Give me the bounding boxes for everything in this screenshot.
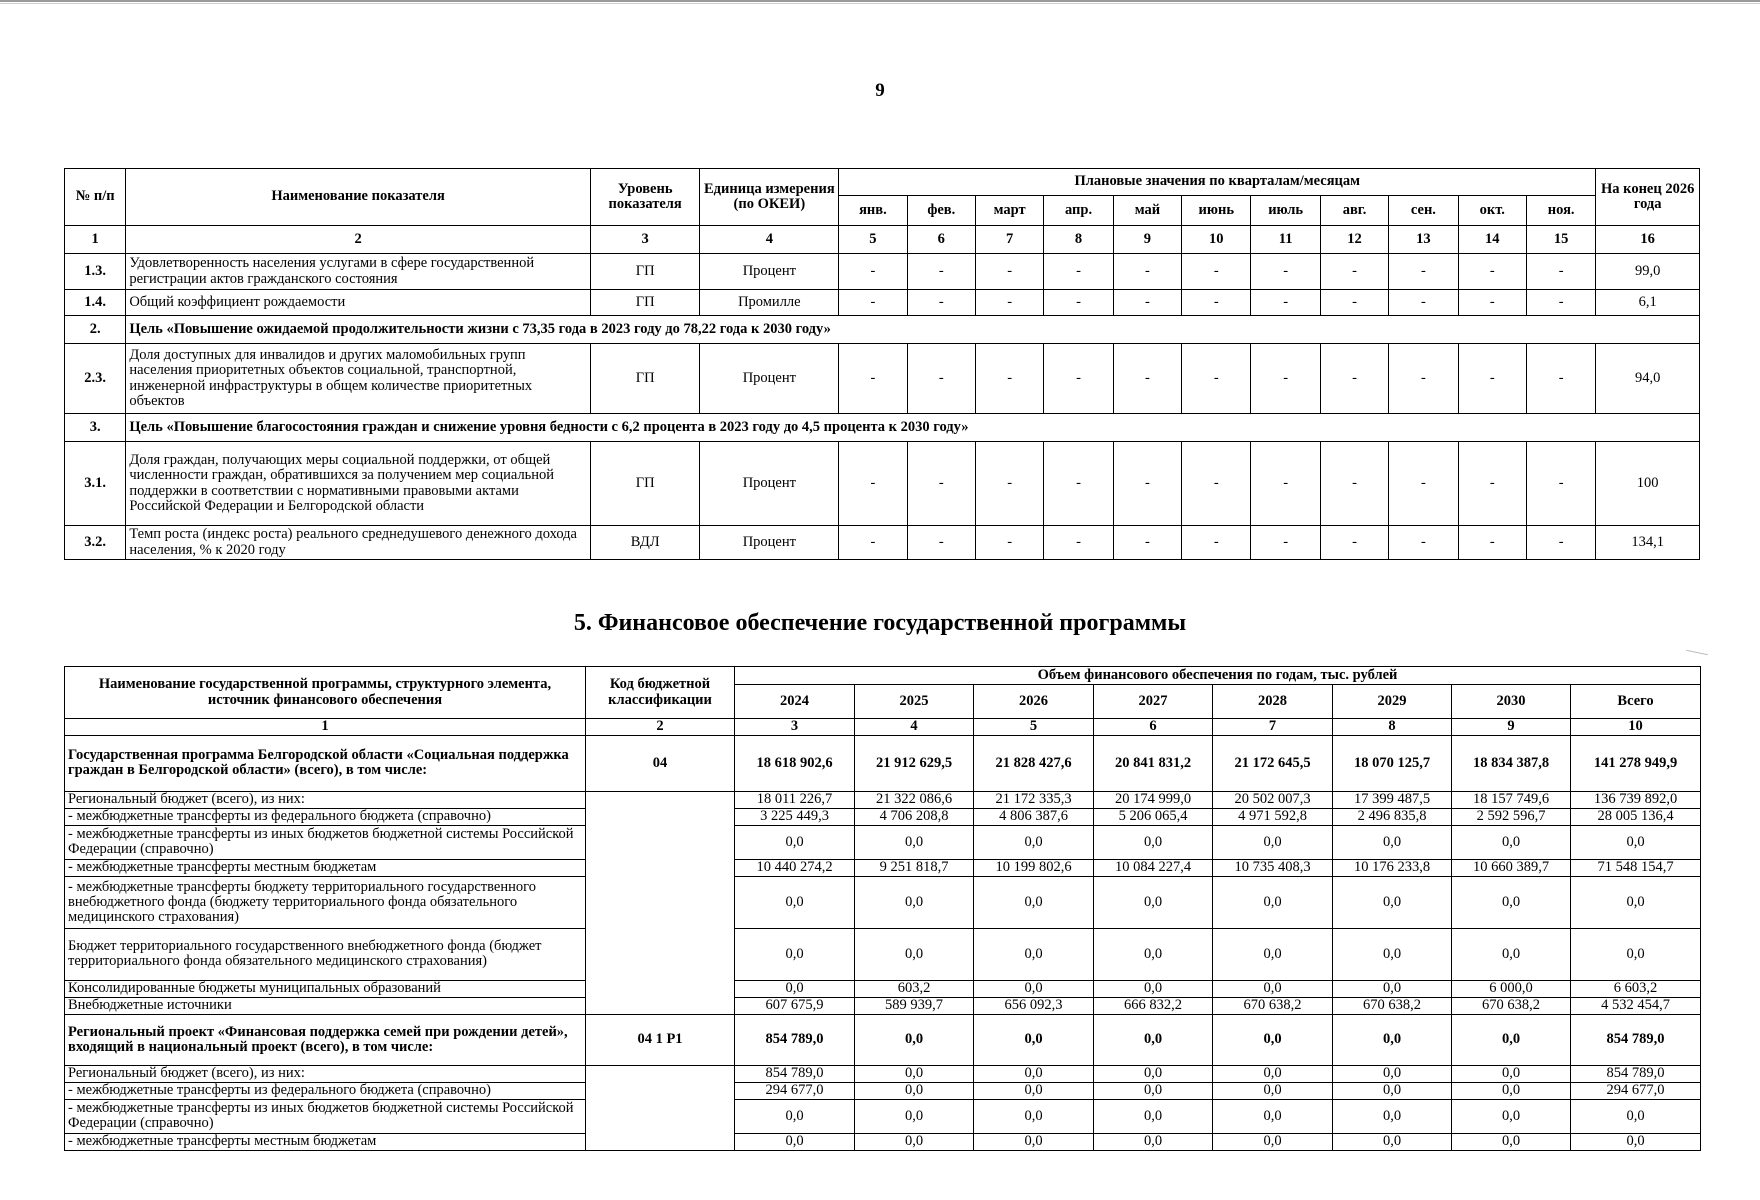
month-value: - bbox=[1389, 442, 1458, 526]
finance-value: 0,0 bbox=[974, 825, 1094, 859]
finance-value: 0,0 bbox=[1213, 928, 1333, 980]
finance-value: 670 638,2 bbox=[1213, 997, 1333, 1014]
header-month: май bbox=[1113, 196, 1181, 226]
goal-row bbox=[65, 414, 1700, 442]
column-number: 11 bbox=[1251, 226, 1320, 254]
goal-row bbox=[65, 316, 1700, 344]
end-value: 99,0 bbox=[1596, 254, 1700, 290]
finance-value: 10 084 227,4 bbox=[1094, 859, 1213, 876]
column-number: 3 bbox=[590, 226, 700, 254]
finance-value: 20 841 831,2 bbox=[1094, 735, 1213, 791]
finance-value: 21 172 645,5 bbox=[1213, 735, 1333, 791]
finance-value: 294 677,0 bbox=[1571, 1082, 1701, 1099]
indicator-unit: Процент bbox=[700, 344, 839, 414]
finance-value: 0,0 bbox=[1094, 1099, 1213, 1133]
column-number: 9 bbox=[1113, 226, 1181, 254]
column-number: 8 bbox=[1044, 226, 1113, 254]
finance-value: 0,0 bbox=[1213, 1082, 1333, 1099]
header-year: 2026 bbox=[974, 685, 1094, 719]
finance-value: 0,0 bbox=[1213, 825, 1333, 859]
month-value: - bbox=[1251, 344, 1320, 414]
header-year: Всего bbox=[1571, 685, 1701, 719]
finance-value: 0,0 bbox=[1333, 1014, 1452, 1065]
finance-value: 294 677,0 bbox=[735, 1082, 855, 1099]
finance-value: 0,0 bbox=[1571, 928, 1701, 980]
month-value: - bbox=[1113, 290, 1181, 316]
indicator-row bbox=[65, 442, 1700, 526]
finance-value: 0,0 bbox=[1452, 1133, 1571, 1150]
column-number: 1 bbox=[65, 226, 126, 254]
finance-value: 0,0 bbox=[1571, 1099, 1701, 1133]
finance-value: 18 618 902,6 bbox=[735, 735, 855, 791]
finance-value: 0,0 bbox=[974, 928, 1094, 980]
indicator-name: Удовлетворенность населения услугами в сфере государственной регистрации актов гражданского состояния bbox=[126, 254, 591, 290]
goal-text: Цель «Повышение ожидаемой продолжительности жизни с 73,35 года в 2023 году до 78,22 года к 2030 году» bbox=[126, 316, 1700, 344]
month-value: - bbox=[1389, 254, 1458, 290]
indicator-name: Доля граждан, получающих меры социальной поддержки, от общей численности граждан, обратившихся за получением мер социальной поддержки в соответствии с нормативными правовыми актами Российской Федерации и Белгородской области bbox=[126, 442, 591, 526]
month-value: - bbox=[907, 526, 975, 560]
column-number: 10 bbox=[1571, 719, 1701, 736]
finance-value: 0,0 bbox=[1452, 928, 1571, 980]
header-unit: Единица измерения (по ОКЕИ) bbox=[700, 169, 839, 226]
finance-value: 10 440 274,2 bbox=[735, 859, 855, 876]
finance-value: 0,0 bbox=[855, 876, 974, 928]
header-year: 2028 bbox=[1213, 685, 1333, 719]
column-number: 6 bbox=[1094, 719, 1213, 736]
finance-value: 854 789,0 bbox=[735, 1014, 855, 1065]
header-month: июнь bbox=[1182, 196, 1251, 226]
finance-value: 141 278 949,9 bbox=[1571, 735, 1701, 791]
finance-value: 589 939,7 bbox=[855, 997, 974, 1014]
month-value: - bbox=[1389, 344, 1458, 414]
row-number: 1.4. bbox=[65, 290, 126, 316]
indicators-table bbox=[64, 168, 1700, 560]
column-number: 7 bbox=[1213, 719, 1333, 736]
indicator-unit: Промилле bbox=[700, 290, 839, 316]
finance-item-name: - межбюджетные трансферты из иных бюджетов бюджетной системы Российской Федерации (справочно) bbox=[65, 1099, 586, 1133]
header-year: 2024 bbox=[735, 685, 855, 719]
scan-mark bbox=[1686, 650, 1708, 656]
end-value: 134,1 bbox=[1596, 526, 1700, 560]
header-num: № п/п bbox=[65, 169, 126, 226]
finance-value: 0,0 bbox=[974, 980, 1094, 997]
indicator-name: Общий коэффициент рождаемости bbox=[126, 290, 591, 316]
finance-value: 0,0 bbox=[735, 928, 855, 980]
header-month: апр. bbox=[1044, 196, 1113, 226]
finance-value: 0,0 bbox=[1094, 980, 1213, 997]
budget-code-empty bbox=[586, 1065, 735, 1150]
column-number: 10 bbox=[1182, 226, 1251, 254]
month-value: - bbox=[1458, 254, 1526, 290]
month-value: - bbox=[1044, 526, 1113, 560]
header-year: 2025 bbox=[855, 685, 974, 719]
finance-value: 0,0 bbox=[855, 1014, 974, 1065]
row-number: 2.3. bbox=[65, 344, 126, 414]
month-value: - bbox=[1526, 344, 1595, 414]
column-number: 1 bbox=[65, 719, 586, 736]
finance-value: 28 005 136,4 bbox=[1571, 808, 1701, 825]
end-value: 6,1 bbox=[1596, 290, 1700, 316]
section-title: 5. Финансовое обеспечение государственной программы bbox=[573, 610, 1187, 636]
month-value: - bbox=[1182, 526, 1251, 560]
finance-value: 10 735 408,3 bbox=[1213, 859, 1333, 876]
finance-item-name: Консолидированные бюджеты муниципальных образований bbox=[65, 980, 586, 997]
indicator-unit: Процент bbox=[700, 254, 839, 290]
month-value: - bbox=[1389, 290, 1458, 316]
finance-value: 10 199 802,6 bbox=[974, 859, 1094, 876]
month-value: - bbox=[1320, 442, 1388, 526]
header-month: авг. bbox=[1320, 196, 1388, 226]
finance-value: 4 971 592,8 bbox=[1213, 808, 1333, 825]
finance-value: 0,0 bbox=[1333, 1099, 1452, 1133]
indicator-row bbox=[65, 344, 1700, 414]
finance-value: 0,0 bbox=[974, 1082, 1094, 1099]
header-program-name: Наименование государственной программы, структурного элемента, источник финансового обеспечения bbox=[65, 667, 586, 719]
column-number: 7 bbox=[975, 226, 1043, 254]
finance-item-name: - межбюджетные трансферты из иных бюджетов бюджетной системы Российской Федерации (справочно) bbox=[65, 825, 586, 859]
month-value: - bbox=[1251, 290, 1320, 316]
header-budget-code: Код бюджетной классификации bbox=[586, 667, 735, 719]
finance-value: 603,2 bbox=[855, 980, 974, 997]
indicator-row bbox=[65, 254, 1700, 290]
finance-value: 0,0 bbox=[735, 825, 855, 859]
finance-value: 21 828 427,6 bbox=[974, 735, 1094, 791]
finance-value: 0,0 bbox=[1452, 1065, 1571, 1082]
indicator-unit: Процент bbox=[700, 442, 839, 526]
page-number: 9 bbox=[875, 80, 885, 101]
month-value: - bbox=[1113, 526, 1181, 560]
finance-value: 0,0 bbox=[1213, 980, 1333, 997]
finance-value: 0,0 bbox=[855, 1099, 974, 1133]
header-financing-volume: Объем финансового обеспечения по годам, тыс. рублей bbox=[735, 667, 1701, 685]
finance-value: 0,0 bbox=[735, 1133, 855, 1150]
finance-item-name: - межбюджетные трансферты из федерального бюджета (справочно) bbox=[65, 808, 586, 825]
finance-item-name: Бюджет территориального государственного внебюджетного фонда (бюджет территориального фонда обязательного медицинского страхования) bbox=[65, 928, 586, 980]
finance-row bbox=[65, 876, 1701, 928]
header-month: июль bbox=[1251, 196, 1320, 226]
month-value: - bbox=[839, 442, 907, 526]
finance-value: 0,0 bbox=[974, 1065, 1094, 1082]
column-number: 2 bbox=[586, 719, 735, 736]
month-value: - bbox=[1044, 442, 1113, 526]
finance-value: 18 834 387,8 bbox=[1452, 735, 1571, 791]
month-value: - bbox=[1526, 254, 1595, 290]
header-level: Уровень показателя bbox=[590, 169, 700, 226]
column-number: 3 bbox=[735, 719, 855, 736]
column-number: 16 bbox=[1596, 226, 1700, 254]
finance-value: 4 706 208,8 bbox=[855, 808, 974, 825]
end-value: 94,0 bbox=[1596, 344, 1700, 414]
finance-value: 607 675,9 bbox=[735, 997, 855, 1014]
end-value: 100 bbox=[1596, 442, 1700, 526]
row-number: 3.1. bbox=[65, 442, 126, 526]
finance-value: 0,0 bbox=[1571, 825, 1701, 859]
column-number: 5 bbox=[839, 226, 907, 254]
finance-value: 854 789,0 bbox=[735, 1065, 855, 1082]
month-value: - bbox=[975, 290, 1043, 316]
column-number: 8 bbox=[1333, 719, 1452, 736]
finance-table bbox=[64, 666, 1701, 1151]
month-value: - bbox=[975, 254, 1043, 290]
month-value: - bbox=[1113, 442, 1181, 526]
month-value: - bbox=[1182, 344, 1251, 414]
finance-value: 0,0 bbox=[1094, 876, 1213, 928]
header-month: сен. bbox=[1389, 196, 1458, 226]
finance-value: 0,0 bbox=[735, 980, 855, 997]
column-number: 2 bbox=[126, 226, 591, 254]
finance-value: 0,0 bbox=[1452, 1014, 1571, 1065]
finance-value: 0,0 bbox=[855, 1133, 974, 1150]
finance-value: 0,0 bbox=[735, 876, 855, 928]
indicator-level: ГП bbox=[590, 344, 700, 414]
budget-code: 04 1 Р1 bbox=[586, 1014, 735, 1065]
finance-value: 6 603,2 bbox=[1571, 980, 1701, 997]
column-number: 6 bbox=[907, 226, 975, 254]
finance-value: 0,0 bbox=[1094, 1065, 1213, 1082]
goal-text: Цель «Повышение благосостояния граждан и снижение уровня бедности с 6,2 процента в 2023 году до 4,5 процента к 2030 году» bbox=[126, 414, 1700, 442]
header-month: янв. bbox=[839, 196, 907, 226]
month-value: - bbox=[1526, 290, 1595, 316]
month-value: - bbox=[1458, 526, 1526, 560]
column-number: 15 bbox=[1526, 226, 1595, 254]
column-number: 13 bbox=[1389, 226, 1458, 254]
month-value: - bbox=[1044, 254, 1113, 290]
program-total-row bbox=[65, 1014, 1701, 1065]
header-month: ноя. bbox=[1526, 196, 1595, 226]
row-number: 3. bbox=[65, 414, 126, 442]
month-value: - bbox=[1182, 254, 1251, 290]
finance-value: 2 592 596,7 bbox=[1452, 808, 1571, 825]
finance-value: 0,0 bbox=[1213, 1014, 1333, 1065]
finance-row bbox=[65, 928, 1701, 980]
month-value: - bbox=[1320, 526, 1388, 560]
finance-value: 4 532 454,7 bbox=[1571, 997, 1701, 1014]
month-value: - bbox=[975, 442, 1043, 526]
finance-value: 0,0 bbox=[1213, 1099, 1333, 1133]
finance-item-name: Внебюджетные источники bbox=[65, 997, 586, 1014]
finance-value: 2 496 835,8 bbox=[1333, 808, 1452, 825]
finance-value: 20 502 007,3 bbox=[1213, 791, 1333, 808]
finance-value: 0,0 bbox=[1452, 1082, 1571, 1099]
month-value: - bbox=[1458, 344, 1526, 414]
finance-value: 0,0 bbox=[1213, 1065, 1333, 1082]
finance-value: 21 172 335,3 bbox=[974, 791, 1094, 808]
month-value: - bbox=[1458, 290, 1526, 316]
month-value: - bbox=[1113, 254, 1181, 290]
finance-value: 0,0 bbox=[1571, 1133, 1701, 1150]
column-number: 14 bbox=[1458, 226, 1526, 254]
row-number: 3.2. bbox=[65, 526, 126, 560]
header-month: фев. bbox=[907, 196, 975, 226]
finance-value: 854 789,0 bbox=[1571, 1014, 1701, 1065]
finance-value: 670 638,2 bbox=[1333, 997, 1452, 1014]
header-planned-values: Плановые значения по кварталам/месяцам bbox=[839, 169, 1596, 196]
finance-value: 0,0 bbox=[1571, 876, 1701, 928]
finance-value: 0,0 bbox=[1333, 928, 1452, 980]
finance-row bbox=[65, 997, 1701, 1014]
finance-row bbox=[65, 1099, 1701, 1133]
month-value: - bbox=[839, 254, 907, 290]
finance-row bbox=[65, 1133, 1701, 1150]
month-value: - bbox=[1182, 290, 1251, 316]
finance-value: 0,0 bbox=[735, 1099, 855, 1133]
finance-value: 71 548 154,7 bbox=[1571, 859, 1701, 876]
finance-item-name: Региональный бюджет (всего), из них: bbox=[65, 791, 586, 808]
column-number: 4 bbox=[855, 719, 974, 736]
month-value: - bbox=[1389, 526, 1458, 560]
finance-value: 0,0 bbox=[855, 825, 974, 859]
finance-value: 0,0 bbox=[855, 928, 974, 980]
finance-value: 18 011 226,7 bbox=[735, 791, 855, 808]
finance-value: 17 399 487,5 bbox=[1333, 791, 1452, 808]
month-value: - bbox=[907, 344, 975, 414]
finance-value: 0,0 bbox=[1094, 1082, 1213, 1099]
month-value: - bbox=[839, 344, 907, 414]
top-scan-line bbox=[0, 0, 1760, 2]
finance-value: 18 157 749,6 bbox=[1452, 791, 1571, 808]
finance-value: 670 638,2 bbox=[1452, 997, 1571, 1014]
program-total-row bbox=[65, 735, 1701, 791]
finance-value: 0,0 bbox=[1094, 825, 1213, 859]
month-value: - bbox=[1320, 254, 1388, 290]
indicator-row bbox=[65, 526, 1700, 560]
header-month: окт. bbox=[1458, 196, 1526, 226]
finance-row bbox=[65, 825, 1701, 859]
column-number: 9 bbox=[1452, 719, 1571, 736]
month-value: - bbox=[907, 254, 975, 290]
month-value: - bbox=[907, 442, 975, 526]
month-value: - bbox=[1526, 442, 1595, 526]
finance-value: 0,0 bbox=[1213, 876, 1333, 928]
month-value: - bbox=[1251, 526, 1320, 560]
month-value: - bbox=[1251, 254, 1320, 290]
finance-value: 666 832,2 bbox=[1094, 997, 1213, 1014]
finance-value: 0,0 bbox=[974, 876, 1094, 928]
month-value: - bbox=[1182, 442, 1251, 526]
finance-value: 0,0 bbox=[1094, 1133, 1213, 1150]
finance-value: 4 806 387,6 bbox=[974, 808, 1094, 825]
month-value: - bbox=[1320, 344, 1388, 414]
column-number: 5 bbox=[974, 719, 1094, 736]
finance-value: 0,0 bbox=[1452, 876, 1571, 928]
column-number: 4 bbox=[700, 226, 839, 254]
header-end-of-year: На конец 2026 года bbox=[1596, 169, 1700, 226]
indicator-level: ГП bbox=[590, 290, 700, 316]
finance-value: 136 739 892,0 bbox=[1571, 791, 1701, 808]
finance-value: 3 225 449,3 bbox=[735, 808, 855, 825]
header-year: 2027 bbox=[1094, 685, 1213, 719]
finance-value: 0,0 bbox=[1094, 928, 1213, 980]
finance-item-name: - межбюджетные трансферты местным бюджетам bbox=[65, 1133, 586, 1150]
finance-value: 0,0 bbox=[1333, 1082, 1452, 1099]
month-value: - bbox=[1044, 290, 1113, 316]
month-value: - bbox=[907, 290, 975, 316]
finance-row bbox=[65, 1082, 1701, 1099]
indicator-name: Темп роста (индекс роста) реального среднедушевого денежного дохода населения, % к 2020 году bbox=[126, 526, 591, 560]
finance-value: 10 660 389,7 bbox=[1452, 859, 1571, 876]
finance-value: 0,0 bbox=[1333, 1133, 1452, 1150]
finance-value: 6 000,0 bbox=[1452, 980, 1571, 997]
month-value: - bbox=[1458, 442, 1526, 526]
finance-row bbox=[65, 859, 1701, 876]
finance-value: 10 176 233,8 bbox=[1333, 859, 1452, 876]
finance-value: 9 251 818,7 bbox=[855, 859, 974, 876]
finance-item-name: Региональный бюджет (всего), из них: bbox=[65, 1065, 586, 1082]
indicator-level: ГП bbox=[590, 442, 700, 526]
month-value: - bbox=[975, 526, 1043, 560]
finance-value: 0,0 bbox=[1452, 825, 1571, 859]
finance-row bbox=[65, 791, 1701, 808]
month-value: - bbox=[1044, 344, 1113, 414]
indicator-unit: Процент bbox=[700, 526, 839, 560]
finance-value: 0,0 bbox=[1452, 1099, 1571, 1133]
header-year: 2029 bbox=[1333, 685, 1452, 719]
indicator-row bbox=[65, 290, 1700, 316]
header-indicator-name: Наименование показателя bbox=[126, 169, 591, 226]
finance-value: 21 322 086,6 bbox=[855, 791, 974, 808]
header-year: 2030 bbox=[1452, 685, 1571, 719]
finance-value: 854 789,0 bbox=[1571, 1065, 1701, 1082]
finance-value: 0,0 bbox=[1213, 1133, 1333, 1150]
finance-value: 0,0 bbox=[974, 1133, 1094, 1150]
budget-code-empty bbox=[586, 791, 735, 1014]
top-scan-line-secondary bbox=[0, 3, 1760, 4]
finance-value: 656 092,3 bbox=[974, 997, 1094, 1014]
indicator-level: ВДЛ bbox=[590, 526, 700, 560]
month-value: - bbox=[1251, 442, 1320, 526]
finance-item-name: - межбюджетные трансферты местным бюджетам bbox=[65, 859, 586, 876]
finance-value: 21 912 629,5 bbox=[855, 735, 974, 791]
finance-value: 0,0 bbox=[974, 1014, 1094, 1065]
finance-item-name: Региональный проект «Финансовая поддержка семей при рождении детей», входящий в национальный проект (всего), в том числе: bbox=[65, 1014, 586, 1065]
column-number: 12 bbox=[1320, 226, 1388, 254]
row-number: 2. bbox=[65, 316, 126, 344]
finance-value: 18 070 125,7 bbox=[1333, 735, 1452, 791]
month-value: - bbox=[839, 526, 907, 560]
finance-value: 20 174 999,0 bbox=[1094, 791, 1213, 808]
indicator-level: ГП bbox=[590, 254, 700, 290]
finance-value: 5 206 065,4 bbox=[1094, 808, 1213, 825]
finance-value: 0,0 bbox=[1333, 980, 1452, 997]
month-value: - bbox=[975, 344, 1043, 414]
month-value: - bbox=[1320, 290, 1388, 316]
finance-row bbox=[65, 808, 1701, 825]
finance-value: 0,0 bbox=[974, 1099, 1094, 1133]
indicator-name: Доля доступных для инвалидов и других маломобильных групп населения приоритетных объектов социальной, транспортной, инженерной инфраструктуры в общем количестве приоритетных объектов bbox=[126, 344, 591, 414]
finance-value: 0,0 bbox=[1333, 825, 1452, 859]
finance-value: 0,0 bbox=[1094, 1014, 1213, 1065]
finance-item-name: - межбюджетные трансферты бюджету территориального государственного внебюджетного фонда (бюджету территориального фонда обязательного медицинского страхования) bbox=[65, 876, 586, 928]
finance-value: 0,0 bbox=[1333, 876, 1452, 928]
finance-value: 0,0 bbox=[855, 1082, 974, 1099]
finance-row bbox=[65, 980, 1701, 997]
finance-value: 0,0 bbox=[1333, 1065, 1452, 1082]
finance-item-name: Государственная программа Белгородской области «Социальная поддержка граждан в Белгородской области» (всего), в том числе: bbox=[65, 735, 586, 791]
month-value: - bbox=[839, 290, 907, 316]
header-month: март bbox=[975, 196, 1043, 226]
finance-value: 0,0 bbox=[855, 1065, 974, 1082]
month-value: - bbox=[1526, 526, 1595, 560]
finance-row bbox=[65, 1065, 1701, 1082]
finance-item-name: - межбюджетные трансферты из федерального бюджета (справочно) bbox=[65, 1082, 586, 1099]
month-value: - bbox=[1113, 344, 1181, 414]
budget-code: 04 bbox=[586, 735, 735, 791]
row-number: 1.3. bbox=[65, 254, 126, 290]
